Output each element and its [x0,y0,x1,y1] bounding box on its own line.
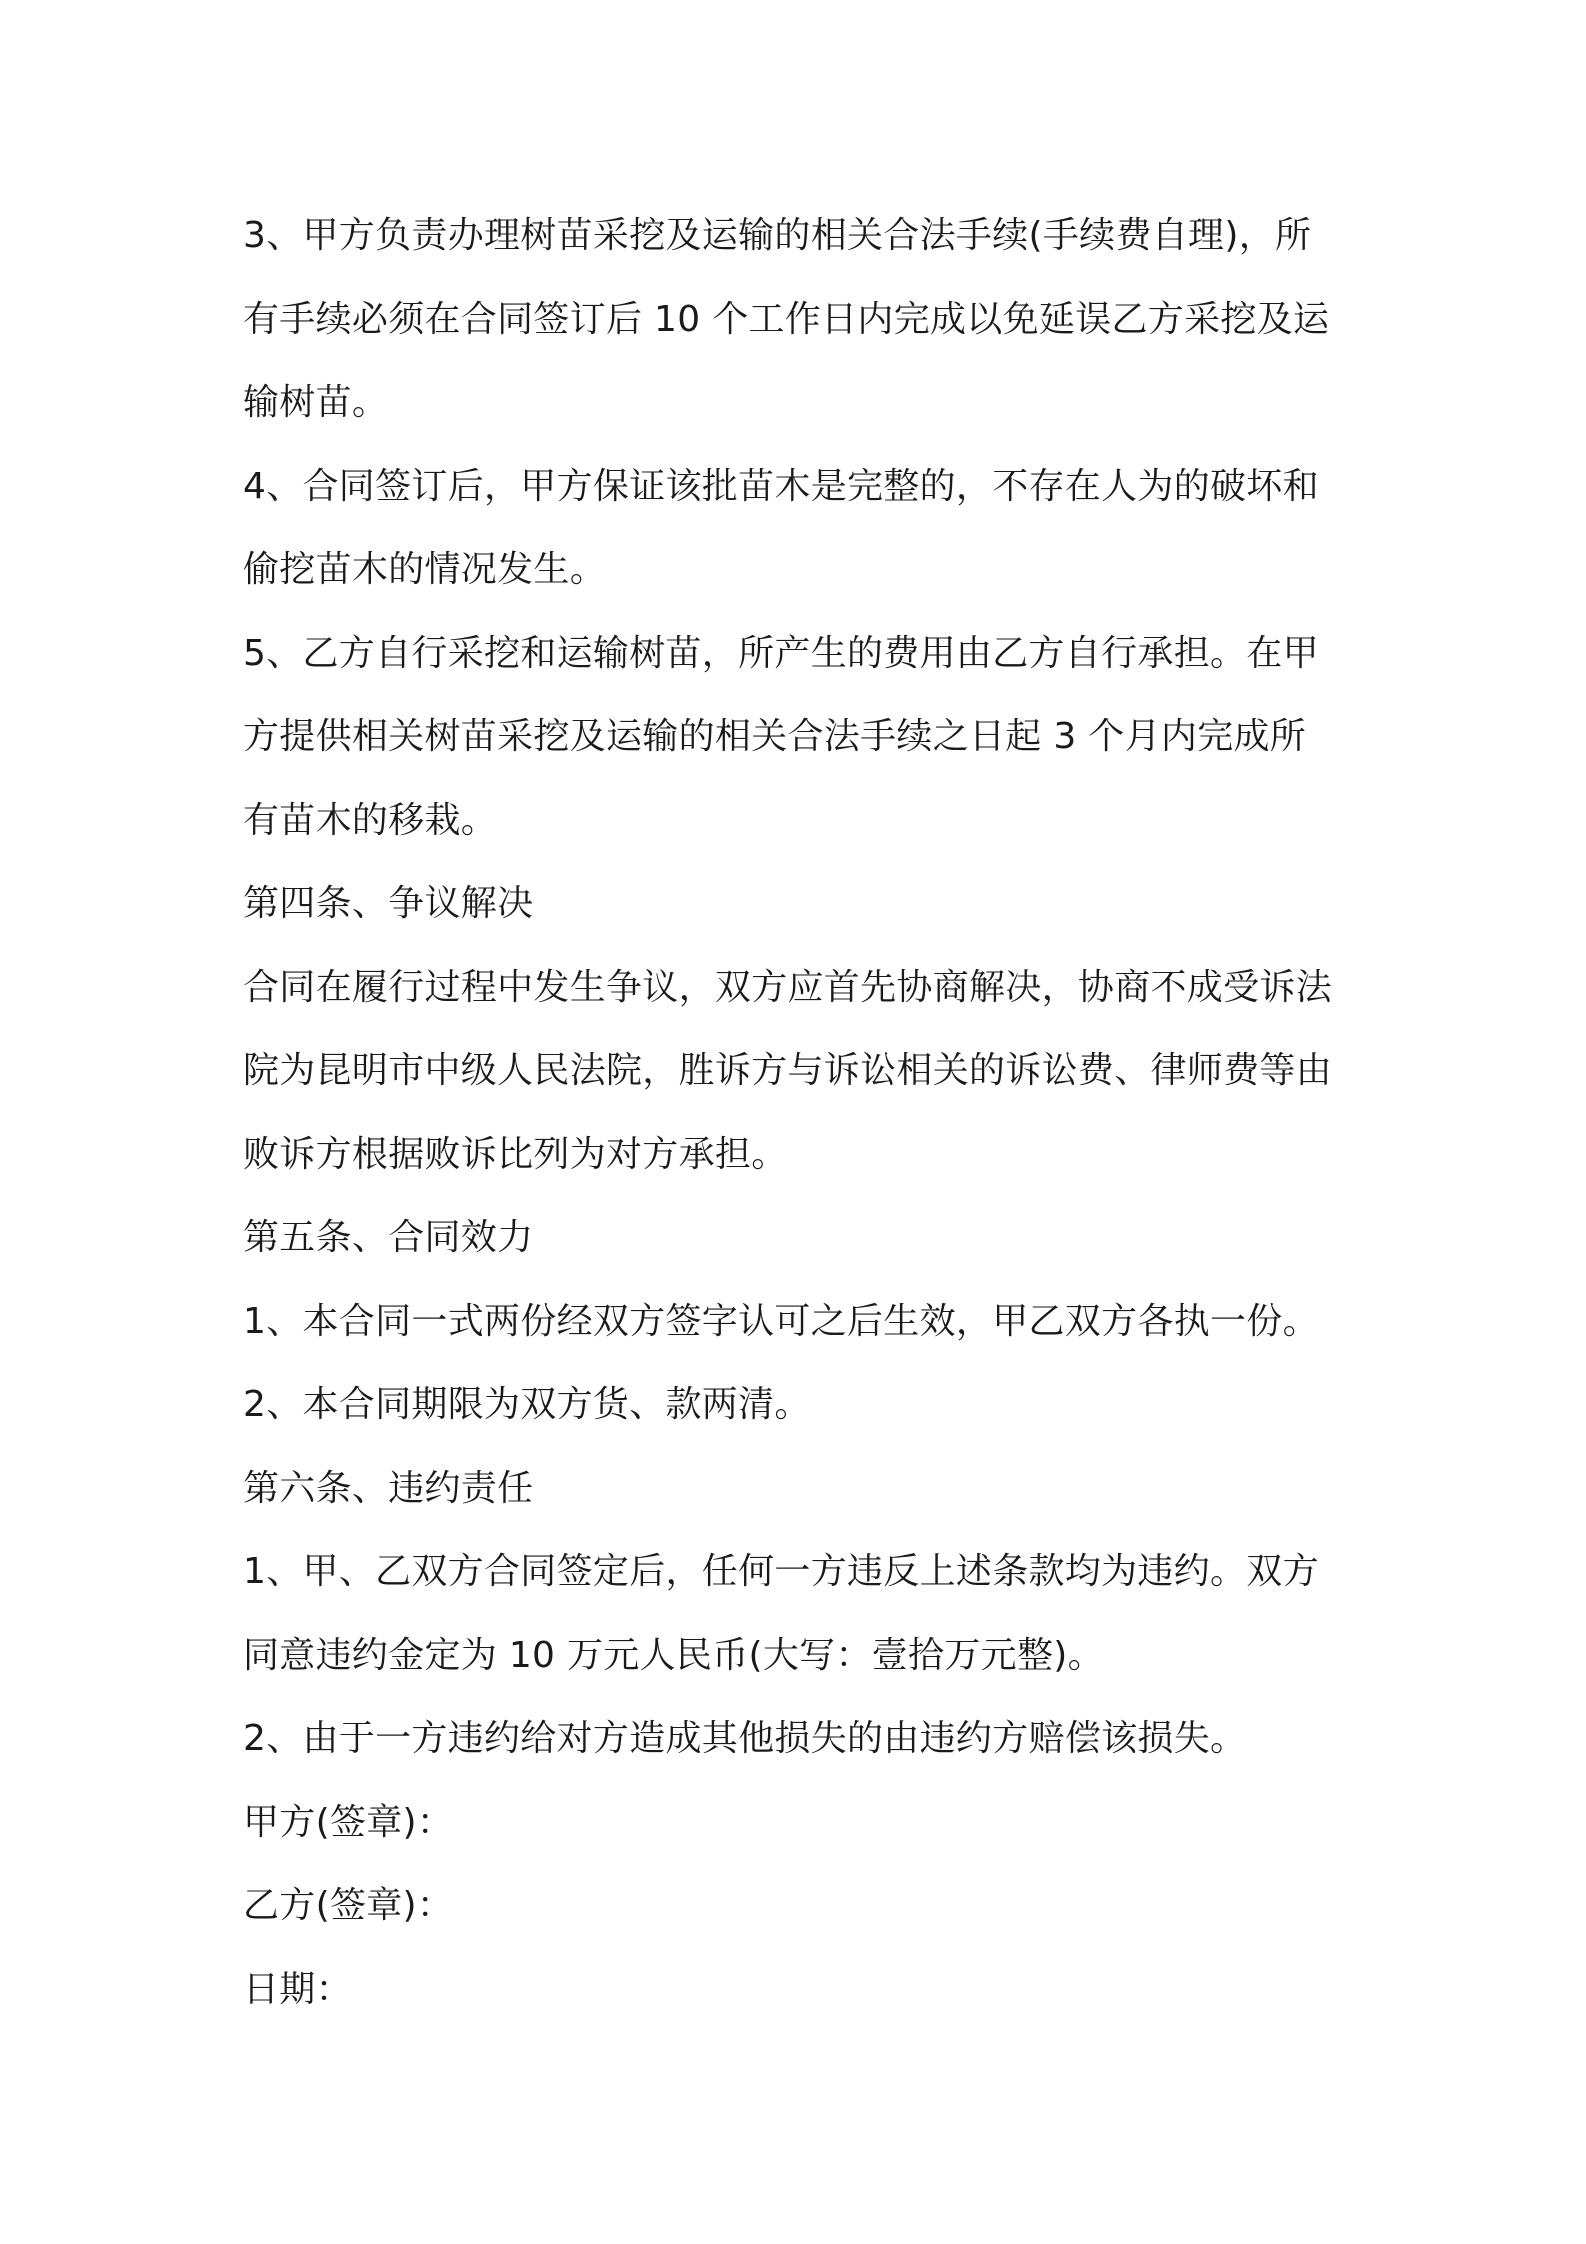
text-line: 2、由于一方违约给对方造成其他损失的由违约方赔偿该损失。 [243,1718,1247,1759]
dispute-paragraph [243,946,1353,1197]
text-line: 1、甲、乙双方合同签定后，任何一方违反上述条款均为违约。双方 [243,1551,1319,1592]
text-line: 输树苗。 [243,382,389,423]
clause-3 [243,194,1353,445]
text-line: 方提供相关树苗采挖及运输的相关合法手续之日起 3 个月内完成所 [243,716,1307,757]
signature-label: 甲方(签章)： [243,1801,454,1843]
clause-5 [243,612,1353,863]
text-line: 4、合同签订后，甲方保证该批苗木是完整的，不存在人为的破坏和 [243,465,1319,507]
clause-4 [243,445,1353,612]
text-line: 3、甲方负责办理树苗采挖及运输的相关合法手续(手续费自理)，所 [243,215,1312,256]
section-heading: 第六条、违约责任 [243,1467,534,1509]
text-line: 败诉方根据败诉比列为对方承担。 [243,1133,788,1175]
section-heading-dispute [243,862,1353,946]
signature-label: 乙方(签章)： [243,1885,454,1926]
date-label: 日期： [243,1968,352,2010]
section-heading: 第五条、合同效力 [243,1217,534,1258]
text-line: 有苗木的移栽。 [243,799,498,841]
text-line: 1、本合同一式两份经双方签字认可之后生效，甲乙双方各执一份。 [243,1300,1319,1342]
party-a-signature [243,1781,1353,1865]
date-field [243,1948,1353,2032]
document-body [243,194,1353,2031]
text-line: 2、本合同期限为双方货、款两清。 [243,1384,811,1425]
liability-clause-2 [243,1697,1353,1781]
party-b-signature [243,1864,1353,1948]
section-heading: 第四条、争议解决 [243,883,534,924]
section-heading-liability [243,1447,1353,1531]
text-line: 院为昆明市中级人民法院，胜诉方与诉讼相关的诉讼费、律师费等由 [243,1050,1333,1091]
validity-clause-2 [243,1363,1353,1447]
text-line: 同意违约金定为 10 万元人民币(大写：壹拾万元整)。 [243,1634,1104,1676]
section-heading-validity [243,1196,1353,1280]
text-line: 偷挖苗木的情况发生。 [243,549,607,590]
text-line: 合同在履行过程中发生争议，双方应首先协商解决，协商不成受诉法 [243,966,1333,1008]
validity-clause-1 [243,1280,1353,1364]
text-line: 5、乙方自行采挖和运输树苗，所产生的费用由乙方自行承担。在甲 [243,632,1319,674]
text-line: 有手续必须在合同签订后 10 个工作日内完成以免延误乙方采挖及运 [243,298,1330,340]
liability-clause-1 [243,1530,1353,1697]
